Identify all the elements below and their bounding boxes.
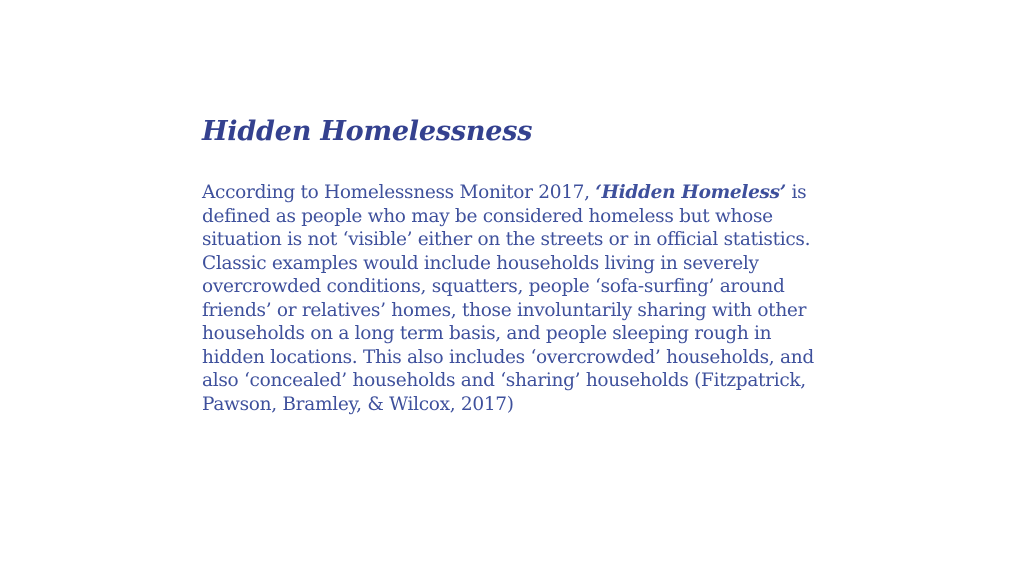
body-paragraph: [202, 181, 834, 416]
page-title: Hidden Homelessness: [202, 116, 533, 147]
emphasis-text: ‘Hidden Homeless’: [595, 182, 786, 203]
paragraph-text: According to Homelessness Monitor 2017,: [202, 182, 596, 203]
paragraph-text: is defined as people who may be considered homeless but whose situation is not ‘visible’ either on the streets or in official statistics. Classic examples would include households living in severely overcrowded conditions, squatters, people ‘sofa-surfing’ around friends’ or relatives’ homes, those involuntarily sharing with other households on a long term basis, and people sleeping rough in hidden locations. This also includes ‘overcrowded’ households, and also ‘concealed’ households and ‘sharing’ households (Fitzpatrick, Pawson, Bramley, & Wilcox, 2017): [202, 182, 814, 415]
